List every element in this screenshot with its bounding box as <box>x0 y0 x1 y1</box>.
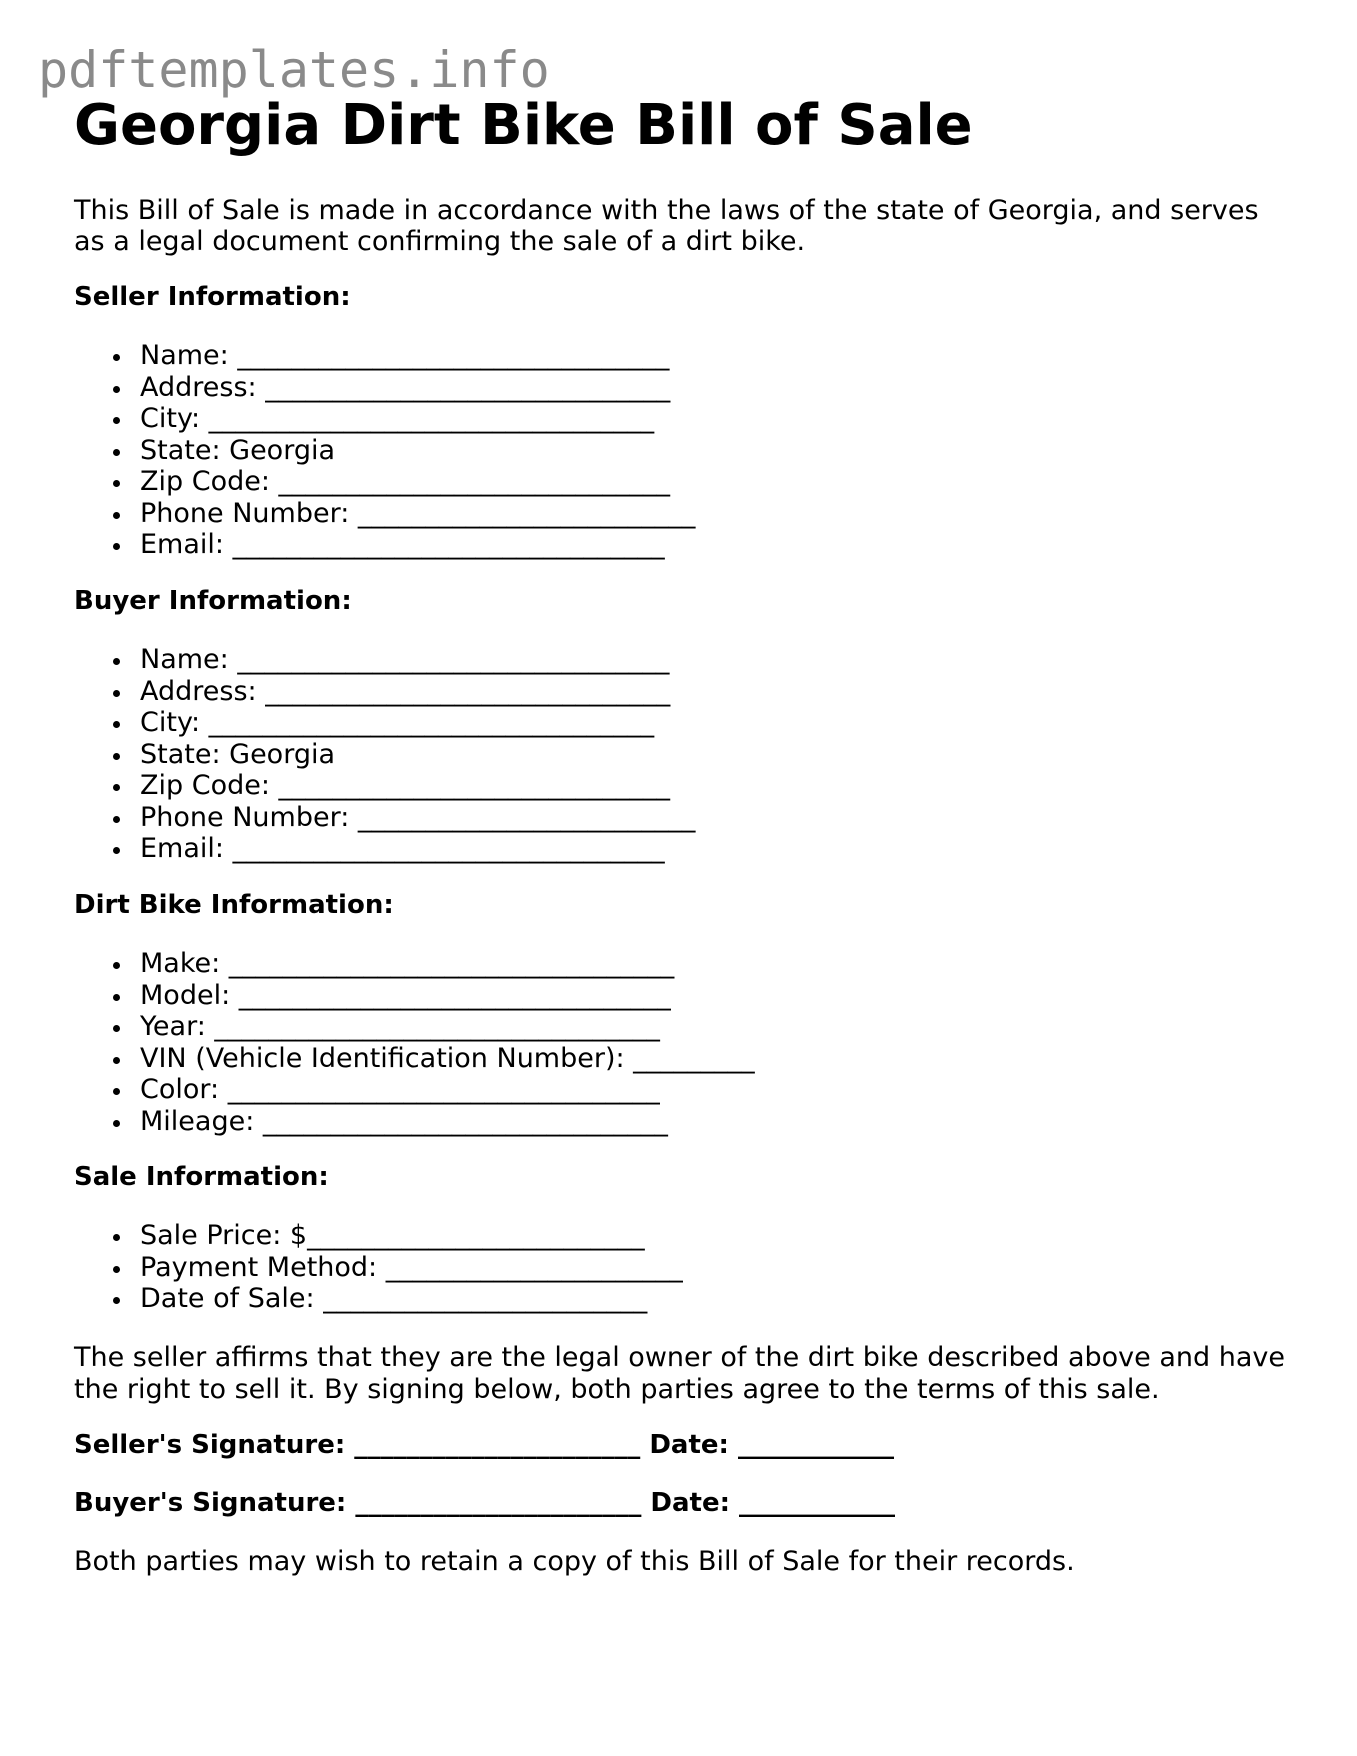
watermark: pdftemplates.info <box>38 41 550 99</box>
sale-info-list <box>74 1220 683 1315</box>
seller-state-field: State: Georgia <box>74 435 695 467</box>
seller-info-list <box>74 340 695 561</box>
seller-email-field: Email: ________________________________ <box>74 529 695 561</box>
bike-make-field: Make: _________________________________ <box>74 948 755 980</box>
seller-phone-field: Phone Number: _________________________ <box>74 498 695 530</box>
seller-city-field: City: _________________________________ <box>74 403 695 435</box>
seller-signature-line: Seller's Signature: ______________________ Date: ____________ <box>74 1430 894 1460</box>
buyer-city-field: City: _________________________________ <box>74 707 695 739</box>
buyer-info-heading: Buyer Information: <box>74 586 352 616</box>
bike-model-field: Model: ________________________________ <box>74 980 755 1012</box>
seller-info-heading: Seller Information: <box>74 282 351 312</box>
buyer-signature-line: Buyer's Signature: ______________________ Date: ____________ <box>74 1488 896 1518</box>
sale-info-heading: Sale Information: <box>74 1162 329 1192</box>
bike-color-field: Color: ________________________________ <box>74 1074 755 1106</box>
bike-year-field: Year: _________________________________ <box>74 1011 755 1043</box>
buyer-phone-field: Phone Number: _________________________ <box>74 802 695 834</box>
buyer-info-list <box>74 644 695 865</box>
bike-vin-field: VIN (Vehicle Identification Number): _________ <box>74 1043 755 1075</box>
buyer-zip-field: Zip Code: _____________________________ <box>74 770 695 802</box>
seller-address-field: Address: ______________________________ <box>74 372 695 404</box>
document-title: Georgia Dirt Bike Bill of Sale <box>74 93 973 158</box>
closing-note: Both parties may wish to retain a copy of this Bill of Sale for their records. <box>74 1546 1075 1577</box>
sale-price-field: Sale Price: $_________________________ <box>74 1220 683 1252</box>
bike-info-heading: Dirt Bike Information: <box>74 890 394 920</box>
seller-name-field: Name: ________________________________ <box>74 340 695 372</box>
affirmation-paragraph: The seller affirms that they are the legal owner of the dirt bike described above and have the right to sell it. By signing below, both parties agree to the terms of this sale. <box>74 1342 1285 1405</box>
buyer-email-field: Email: ________________________________ <box>74 833 695 865</box>
bike-info-list <box>74 948 755 1137</box>
seller-zip-field: Zip Code: _____________________________ <box>74 466 695 498</box>
buyer-state-field: State: Georgia <box>74 739 695 771</box>
buyer-address-field: Address: ______________________________ <box>74 676 695 708</box>
bike-mileage-field: Mileage: ______________________________ <box>74 1106 755 1138</box>
intro-paragraph: This Bill of Sale is made in accordance with the laws of the state of Georgia, and serves as a legal document confirming the sale of a dirt bike. <box>74 195 1259 257</box>
date-of-sale-field: Date of Sale: ________________________ <box>74 1283 683 1315</box>
buyer-name-field: Name: ________________________________ <box>74 644 695 676</box>
payment-method-field: Payment Method: ______________________ <box>74 1252 683 1284</box>
